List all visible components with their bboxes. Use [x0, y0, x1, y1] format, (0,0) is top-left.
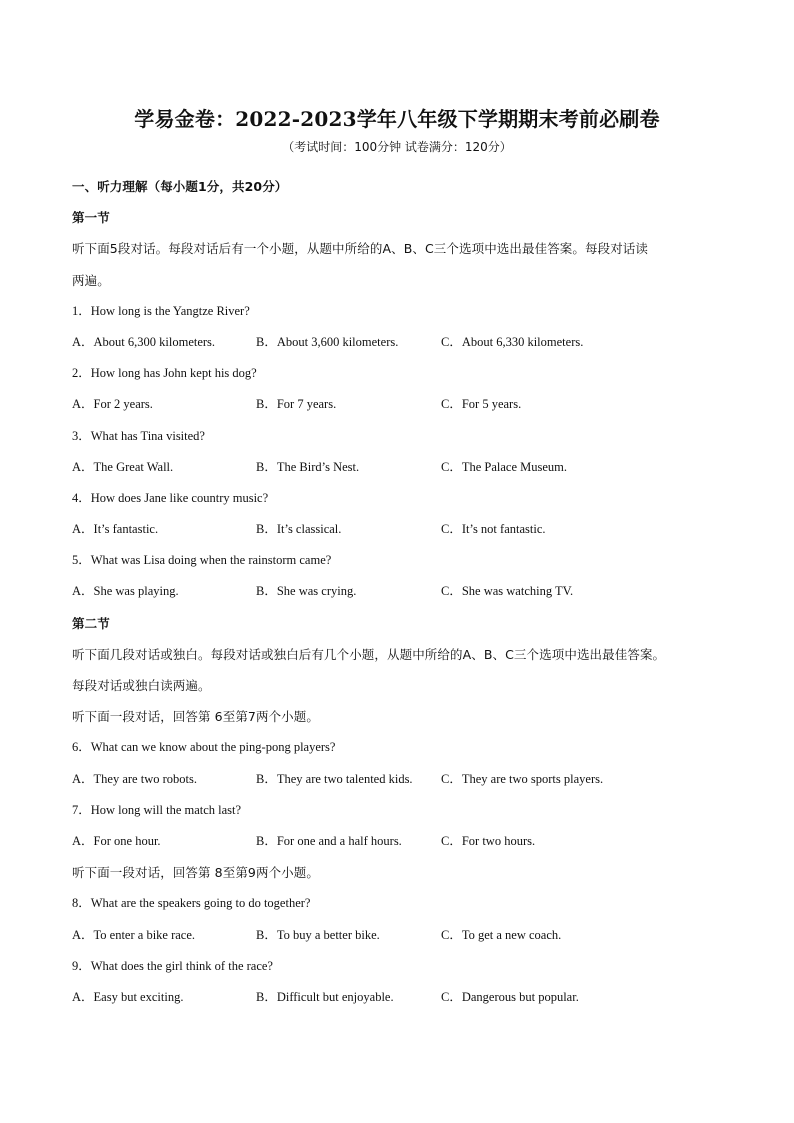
option-c: C．It’s not fantastic. — [441, 522, 546, 537]
option-a: A．Easy but exciting. — [72, 989, 184, 1004]
options-row — [72, 514, 732, 545]
option-a: A．She was playing. — [72, 584, 179, 599]
option-c: C．She was watching TV. — [441, 584, 574, 599]
dialog-instruction: 听下面一段对话，回答第 6至第7两个小题。 — [72, 709, 319, 725]
question-text: 2．How long has John kept his dog? — [72, 366, 257, 381]
exam-title: 学易金卷：2022-2023学年八年级下学期期末考前必刷卷 — [134, 107, 660, 131]
option-b: B．For one and a half hours. — [256, 833, 402, 848]
option-c: C．For two hours. — [441, 833, 536, 848]
question-text: 8．What are the speakers going to do together? — [72, 896, 311, 911]
option-c: C．To get a new coach. — [441, 927, 562, 942]
option-a: A．They are two robots. — [72, 771, 197, 786]
options-row — [72, 920, 732, 951]
option-a: A．It’s fantastic. — [72, 522, 159, 537]
option-c: C．Dangerous but popular. — [441, 989, 579, 1004]
dialog-instruction: 听下面一段对话，回答第 8至第9两个小题。 — [72, 865, 319, 881]
options-row — [72, 389, 732, 420]
options-row — [72, 764, 732, 795]
options-row — [72, 452, 732, 483]
option-a: A．For 2 years. — [72, 397, 153, 412]
option-b: B．About 3,600 kilometers. — [256, 334, 399, 349]
option-b: B．Difficult but enjoyable. — [256, 989, 394, 1004]
instructions: 每段对话或独白读两遍。 — [72, 678, 211, 693]
option-b: B．She was crying. — [256, 584, 357, 599]
options-row — [72, 826, 732, 857]
instructions: 听下面几段对话或独白。每段对话或独白后有几个小题，从题中所给的A、B、C三个选项中选出最佳答案。 — [72, 646, 666, 662]
exam-content — [72, 171, 732, 1013]
question-text: 4．How does Jane like country music? — [72, 490, 269, 505]
option-a: A．The Great Wall. — [72, 459, 174, 474]
exam-subtitle: （考试时间：100分钟 试卷满分：120分） — [282, 140, 512, 154]
option-a: A．About 6,300 kilometers. — [72, 334, 216, 349]
question-text: 3．What has Tina visited? — [72, 428, 205, 443]
option-a: A．To enter a bike race. — [72, 927, 196, 942]
instructions: 听下面5段对话。每段对话后有一个小题，从题中所给的A、B、C三个选项中选出最佳答案。每段对话读 — [72, 241, 649, 257]
options-row — [72, 576, 732, 607]
option-b: B．The Bird’s Nest. — [256, 459, 360, 474]
option-a: A．For one hour. — [72, 833, 161, 848]
question-text: 7．How long will the match last? — [72, 802, 242, 817]
option-b: B．For 7 years. — [256, 397, 337, 412]
option-c: C．For 5 years. — [441, 397, 522, 412]
part-label: 第一节 — [72, 210, 110, 226]
question-text: 9．What does the girl think of the race? — [72, 958, 273, 973]
options-row — [72, 327, 732, 358]
question-text: 1．How long is the Yangtze River? — [72, 303, 250, 318]
option-c: C．They are two sports players. — [441, 771, 604, 786]
option-c: C．The Palace Museum. — [441, 459, 568, 474]
option-b: B．To buy a better bike. — [256, 927, 380, 942]
part-label: 第二节 — [72, 615, 110, 631]
section-heading: 一、听力理解（每小题1分，共20分） — [72, 179, 288, 194]
option-c: C．About 6,330 kilometers. — [441, 334, 584, 349]
option-b: B．It’s classical. — [256, 522, 342, 537]
option-b: B．They are two talented kids. — [256, 771, 413, 786]
options-row — [72, 982, 732, 1013]
instructions: 两遍。 — [72, 272, 110, 288]
question-text: 6．What can we know about the ping-pong players? — [72, 740, 336, 755]
question-text: 5．What was Lisa doing when the rainstorm came? — [72, 553, 332, 568]
